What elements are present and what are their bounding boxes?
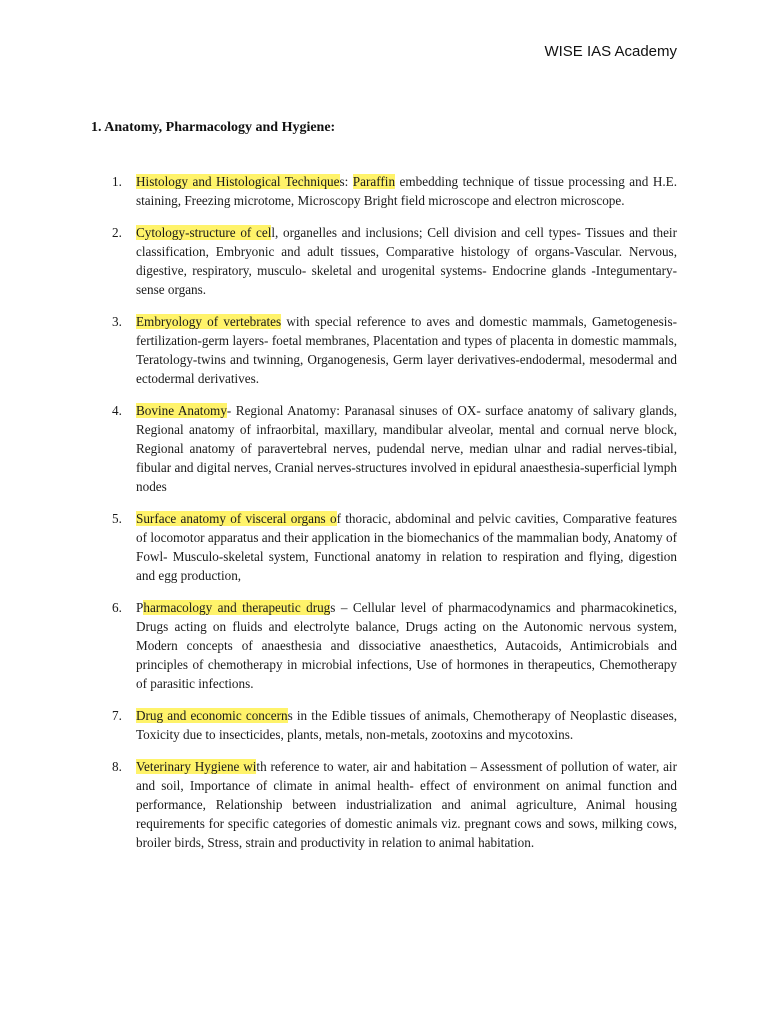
list-item (91, 757, 677, 852)
highlighted-topic: Histology and Histological Technique (136, 174, 340, 189)
list-item (91, 223, 677, 299)
list-item (91, 312, 677, 388)
highlighted-topic: Paraffin (352, 174, 396, 189)
list-item (91, 172, 677, 210)
highlighted-topic: Veterinary Hygiene wi (136, 758, 257, 774)
item-text: Bovine Anatomy- Regional Anatomy: Paranasal sinuses of OX- surface anatomy of salivary glands, Regional anatomy of infraorbital, maxillary, mandibular alveolar, mental and cornual nerve block, Regional anatomy of paravertebral nerves, pudendal nerve, median ulnar and radial nerves-tibial, fibular and digital nerves, Cranial nerves-structures involved in epidural anaesthesia-superficial lymph nodes (136, 402, 677, 495)
item-number: 6. (112, 599, 122, 615)
highlighted-topic: Embryology of vertebrates (136, 313, 282, 329)
list-item (91, 706, 677, 744)
section-title: 1. Anatomy, Pharmacology and Hygiene: (91, 120, 336, 135)
highlighted-topic: harmacology and therapeutic drug (143, 599, 331, 615)
highlighted-topic: Cytology-structure of cel (136, 224, 272, 240)
item-text: Pharmacology and therapeutic drugs – Cellular level of pharmacodynamics and pharmacokinetics, Drugs acting on fluids and electrolyte balance, Drugs acting on the Autonomic nervous system, Modern concepts of anaesthesia and dissociative anaesthetics, Autacoids, Antimicrobials and principles of chemotherapy in microbial infections, Use of hormones in therapeutics, Chemotherapy of parasitic infections. (136, 599, 677, 692)
list-item (91, 598, 677, 693)
item-number: 3. (112, 313, 122, 329)
item-text: Veterinary Hygiene with reference to water, air and habitation – Assessment of pollution of water, air and soil, Importance of climate in animal health- effect of environment on animal function and performance, Relationship between industrialization and animal agriculture, Animal housing requirements for specific categories of domestic animals viz. pregnant cows and sows, milking cows, broiler birds, Stress, strain and productivity in relation to animal habitation. (136, 758, 677, 850)
item-text: Embryology of vertebrates with special reference to aves and domestic mammals, Gametogenesis-fertilization-germ layers- foetal membranes, Placentation and types of placenta in domestic mammals, Teratology-twins and twinning, Organogenesis, Germ layer derivatives-endodermal, mesodermal and ectodermal derivatives. (136, 313, 677, 387)
item-text: Histology and Histological Techniques: Paraffin embedding technique of tissue processing and H.E. staining, Freezing microtome, Microscopy Bright field microscope and electron microscope. (136, 174, 677, 209)
item-text: Drug and economic concerns in the Edible tissues of animals, Chemotherapy of Neoplastic diseases, Toxicity due to insecticides, plants, metals, non-metals, zootoxins and mycotoxins. (136, 707, 677, 742)
highlighted-topic: Drug and economic concern (136, 707, 288, 723)
page-header-org: WISE IAS Academy (544, 43, 677, 60)
item-number: 1. (112, 174, 122, 189)
item-number: 2. (112, 224, 122, 240)
item-number: 4. (112, 402, 122, 418)
item-text: Surface anatomy of visceral organs of thoracic, abdominal and pelvic cavities, Comparative features of locomotor apparatus and their application in the biomechanics of the mammalian body, Anatomy of Fowl- Musculo-skeletal system, Functional anatomy in relation to respiration and flying, digestion and egg production, (136, 510, 677, 584)
item-number: 7. (112, 707, 122, 723)
item-text: Cytology-structure of cell, organelles and inclusions; Cell division and cell types- Tissues and their classification, Embryonic and adult tissues, Comparative histology of organs-Vascular. Nervous, digestive, respiratory, musculo- skeletal and urogenital systems- Endocrine glands -Integumentary-sense organs. (136, 224, 677, 298)
list-item (91, 401, 677, 496)
syllabus-list (91, 172, 677, 865)
item-number: 8. (112, 758, 122, 774)
highlighted-topic: Bovine Anatomy (136, 402, 227, 418)
item-number: 5. (112, 510, 122, 526)
list-item (91, 509, 677, 585)
highlighted-topic: Surface anatomy of visceral organs o (136, 510, 337, 526)
